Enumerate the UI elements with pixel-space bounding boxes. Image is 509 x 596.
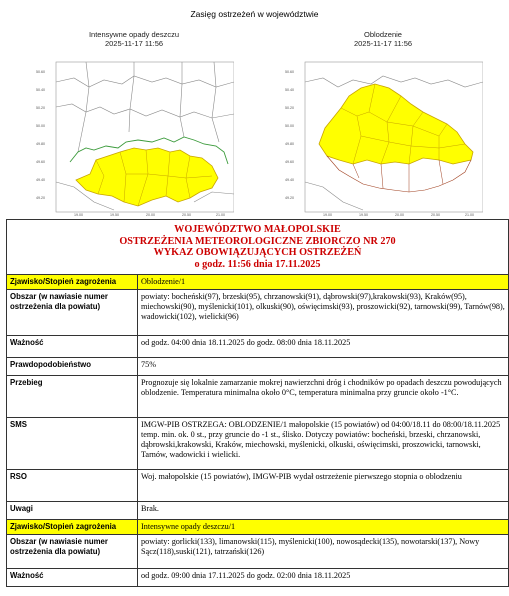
svg-text:19.00: 19.00 bbox=[323, 213, 332, 217]
svg-text:50.20: 50.20 bbox=[285, 106, 294, 110]
svg-text:20.50: 20.50 bbox=[431, 213, 440, 217]
table-row bbox=[7, 418, 509, 470]
table-row bbox=[7, 290, 509, 336]
row-label: Uwagi bbox=[7, 502, 138, 520]
table-row bbox=[7, 569, 509, 587]
svg-text:49.80: 49.80 bbox=[36, 142, 45, 146]
svg-text:50.60: 50.60 bbox=[36, 70, 45, 74]
map-rain bbox=[34, 30, 234, 215]
svg-text:20.50: 20.50 bbox=[182, 213, 191, 217]
svg-text:19.50: 19.50 bbox=[110, 213, 119, 217]
row-value: powiaty: gorlicki(133), limanowski(115), myślenicki(100), nowosądecki(135), nowotarski(137), Nowy Sącz(118),suski(121), tatrzański(126) bbox=[138, 535, 509, 569]
map-title: Intensywne opady deszczu bbox=[88, 30, 180, 39]
row-value: Woj. małopolskie (15 powiatów), IMGW-PIB wydał ostrzeżenie pierwszego stopnia o oblodzeniu bbox=[138, 470, 509, 502]
row-label: Prawdopodobieństwo bbox=[7, 358, 138, 376]
row-label: Ważność bbox=[7, 569, 138, 587]
row-value: Intensywne opady deszczu/1 bbox=[138, 520, 509, 535]
row-label: Obszar (w nawiasie numer ostrzeżenia dla powiatu) bbox=[7, 535, 138, 569]
map-title: Oblodzenie bbox=[364, 30, 402, 39]
row-label: Obszar (w nawiasie numer ostrzeżenia dla powiatu) bbox=[7, 290, 138, 336]
table-row bbox=[7, 520, 509, 535]
row-value: Oblodzenie/1 bbox=[138, 275, 509, 290]
header-line: WOJEWÓDZTWO MAŁOPOLSKIE bbox=[174, 224, 341, 235]
svg-text:19.00: 19.00 bbox=[74, 213, 83, 217]
svg-text:50.00: 50.00 bbox=[285, 124, 294, 128]
svg-text:19.50: 19.50 bbox=[359, 213, 368, 217]
row-label: Zjawisko/Stopień zagrożenia bbox=[7, 520, 138, 535]
svg-text:50.20: 50.20 bbox=[36, 106, 45, 110]
header-line: OSTRZEŻENIA METEOROLOGICZNE ZBIORCZO NR 270 bbox=[119, 235, 396, 247]
table-row bbox=[7, 275, 509, 290]
svg-text:50.40: 50.40 bbox=[36, 88, 45, 92]
row-value: Brak. bbox=[138, 502, 509, 520]
svg-text:49.20: 49.20 bbox=[285, 196, 294, 200]
header-line: o godz. 11:56 dnia 17.11.2025 bbox=[194, 258, 321, 270]
map-date: 2025-11-17 11:56 bbox=[353, 39, 413, 48]
map-date: 2025-11-17 11:56 bbox=[104, 39, 164, 48]
map-ice bbox=[283, 30, 483, 215]
svg-text:50.00: 50.00 bbox=[36, 124, 45, 128]
svg-text:50.60: 50.60 bbox=[285, 70, 294, 74]
row-value: od godz. 09:00 dnia 17.11.2025 do godz. 02:00 dnia 18.11.2025 bbox=[138, 569, 509, 587]
row-label: Przebieg bbox=[7, 376, 138, 418]
row-value: powiaty: bocheński(97), brzeski(95), chrzanowski(91), dąbrowski(97),krakowski(93), Kraków(95), miechowski(90), myślenicki(101), olkuski(90), oświęcimski(93), proszowicki(92), tarnowski(99), Tarnów(98), wadowicki(102), wielicki(96) bbox=[138, 290, 509, 336]
svg-text:21.00: 21.00 bbox=[216, 213, 225, 217]
table-row bbox=[7, 336, 509, 358]
table-row bbox=[7, 502, 509, 520]
row-label: Zjawisko/Stopień zagrożenia bbox=[7, 275, 138, 290]
table-row bbox=[7, 376, 509, 418]
page-title: Zasięg ostrzeżeń w województwie bbox=[190, 9, 319, 19]
table-row bbox=[7, 358, 509, 376]
row-value: Prognozuje się lokalnie zamarzanie mokrej nawierzchni dróg i chodników po opadach deszczu powodujących oblodzenie. Temperatura minimalna około 0°C, temperatura minimalna przy gruncie około -1°C. bbox=[138, 376, 509, 418]
svg-text:21.00: 21.00 bbox=[465, 213, 474, 217]
map-graphic-rain bbox=[34, 52, 234, 217]
svg-text:49.80: 49.80 bbox=[285, 142, 294, 146]
svg-text:49.40: 49.40 bbox=[36, 178, 45, 182]
row-label: Ważność bbox=[7, 336, 138, 358]
row-label: SMS bbox=[7, 418, 138, 470]
svg-text:49.40: 49.40 bbox=[285, 178, 294, 182]
table-header bbox=[7, 220, 509, 275]
header-line: WYKAZ OBOWIĄZUJĄCYCH OSTRZEŻEŃ bbox=[153, 247, 362, 258]
table-row bbox=[7, 470, 509, 502]
svg-text:20.00: 20.00 bbox=[395, 213, 404, 217]
warnings-table bbox=[6, 219, 509, 587]
svg-text:49.60: 49.60 bbox=[285, 160, 294, 164]
row-label: RSO bbox=[7, 470, 138, 502]
map-graphic-ice bbox=[283, 52, 483, 217]
row-value: od godz. 04:00 dnia 18.11.2025 do godz. 08:00 dnia 18.11.2025 bbox=[138, 336, 509, 358]
table-row bbox=[7, 535, 509, 569]
row-value: IMGW-PIB OSTRZEGA: OBLODZENIE/1 małopolskie (15 powiatów) od 04:00/18.11 do 08:00/18.11.2025 temp. min. ok. 0 st., przy gruncie do -1 st., ślisko. Dotyczy powiatów: bocheński, brzeski, chrzanowski, dąbrowski,krakowski, Kraków, miechowski, myślenicki, olkuski, oświęcimski, proszowicki, tarnowski, Tarnów, wadowicki i wielicki. bbox=[138, 418, 509, 470]
row-value: 75% bbox=[138, 358, 509, 376]
svg-text:49.60: 49.60 bbox=[36, 160, 45, 164]
svg-text:20.00: 20.00 bbox=[146, 213, 155, 217]
svg-text:50.40: 50.40 bbox=[285, 88, 294, 92]
svg-text:49.20: 49.20 bbox=[36, 196, 45, 200]
